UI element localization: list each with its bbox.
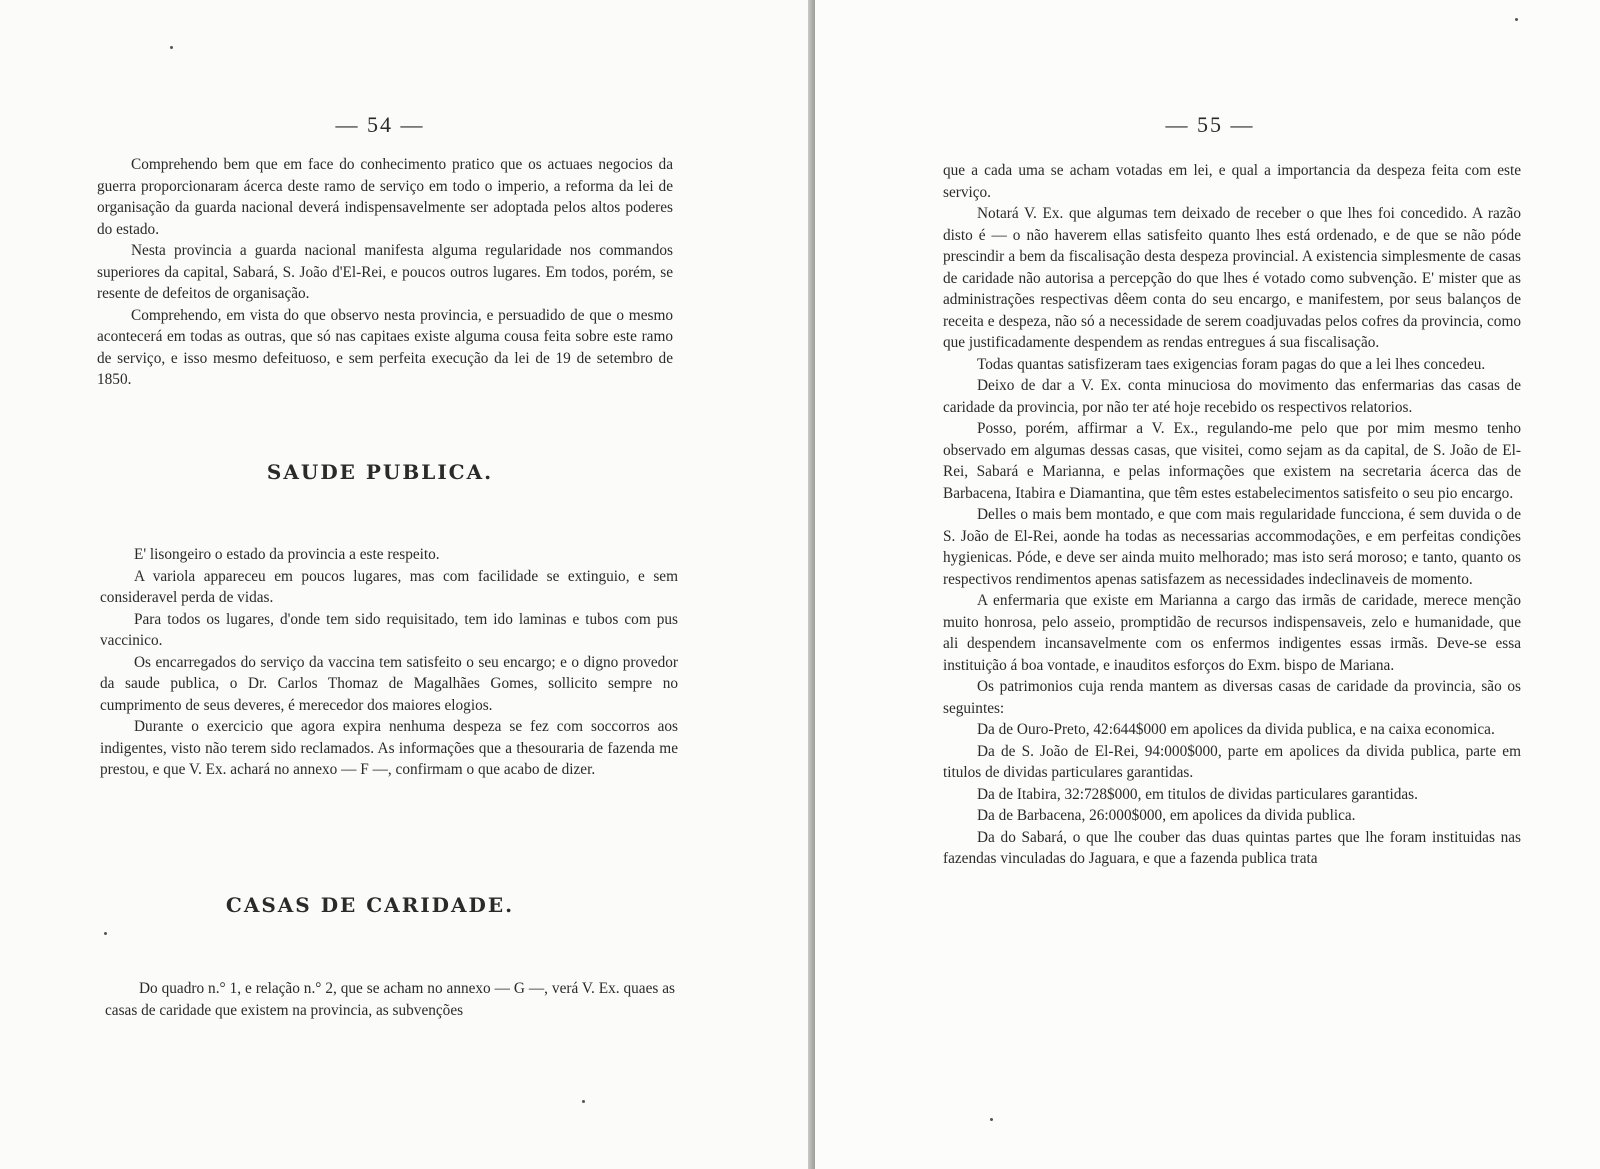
paragraph: Comprehendo bem que em face do conhecimento pratico que os actuaes negocios da guerra proporcionaram ácerca deste ramo de serviço em todo o imperio, a reforma da lei de organisação da guarda nacional deverá indispensavelmente ser adoptada pelos altos poderes do estado.	[97, 156, 673, 238]
paragraph: Delles o mais bem montado, e que com mais regularidade funcciona, é sem duvida o de S. João de El-Rei, aonde ha todas as necessarias accommodações, e em perfeitas condições hygienicas. Póde, e deve ser ainda muito melhorado; mas isto será moroso; e tanto, quanto os respectivos rendimentos apenas satisfazem as necessidades indeclinaveis de momento.	[943, 506, 1521, 588]
paragraph: que a cada uma se acham votadas em lei, e qual a importancia da despeza feita com este serviço.	[943, 162, 1521, 201]
paragraph: A enfermaria que existe em Marianna a cargo das irmãs de caridade, merece menção muito honrosa, pelo asseio, promptidão de recursos indispensaveis, zelo e humanidade, que ali despendem incansavelmente com os enfermos indigentes essas irmãs. Deve-se essa instituição á boa vontade, e inauditos esforços do Exm. bispo de Mariana.	[943, 592, 1521, 674]
paragraph: Os patrimonios cuja renda mantem as diversas casas de caridade da provincia, são os seguintes:	[943, 678, 1521, 717]
paragraph: Os encarregados do serviço da vaccina tem satisfeito o seu encargo; e o digno provedor da saude publica, o Dr. Carlos Thomaz de Magalhães Gomes, sollicito sempre no cumprimento de seus deveres, é merecedor dos maiores elogios.	[100, 653, 678, 714]
paragraph: Todas quantas satisfizeram taes exigencias foram pagas do que a lei lhes concedeu.	[977, 355, 1486, 373]
saude-publica-section	[100, 544, 678, 781]
paragraph: Durante o exercicio que agora expira nenhuma despeza se fez com soccorros aos indigentes, visto não terem sido reclamados. As informações que a thesouraria de fazenda me prestou, e que V. Ex. achará no annexo — F —, confirmam o que acabo de dizer.	[100, 718, 678, 778]
paragraph: Notará V. Ex. que algumas tem deixado de receber o que lhes foi concedido. A razão disto é — o não haverem ellas satisfeito quanto lhes está ordenado, e de que se não póde prescindir a bem da fiscalisação desta despeza provincial. A existencia simplesmente de casas de caridade não autorisa a percepção do que lhes é votado como subvenção. E' mister que as administrações respectivas dêem conta do seu encargo, e manifestem, por seus balanços de receita e despeza, não só a necessidade de serem coadjuvadas pelos cofres da provincia, como que justificadamente despendem as rendas entregues á sua fiscalisação.	[943, 205, 1521, 351]
casas-de-caridade-section	[105, 978, 675, 1021]
paper-speck	[582, 1100, 585, 1103]
paragraph: Nesta provincia a guarda nacional manifesta alguma regularidade nos commandos superiores da capital, Sabará, S. João d'El-Rei, e poucos outros lugares. Em todos, porém, se resente de defeitos de organisação.	[97, 242, 673, 302]
paragraph: Comprehendo, em vista do que observo nesta provincia, e persuadido de que o mesmo acontecerá em todas as outras, que só nas capitaes existe alguma cousa feita sobre este ramo de serviço, e isso mesmo defeituoso, e sem perfeita execução da lei de 19 de setembro de 1850.	[97, 306, 673, 388]
heading-saude-publica: SAUDE PUBLICA.	[266, 460, 494, 484]
paper-speck	[104, 932, 107, 935]
heading-casas-de-caridade: CASAS DE CARIDADE.	[225, 893, 515, 917]
paragraph: Da de Ouro-Preto, 42:644$000 em apolices da divida publica, e na caixa economica.	[977, 721, 1495, 738]
guarda-nacional-section	[97, 154, 673, 391]
paper-speck	[1515, 18, 1518, 21]
paragraph: Posso, porém, affirmar a V. Ex., regulando-me pelo que por mim mesmo tenho observado em algumas dessas casas, que visitei, como sejam as da capital, de S. João de El-Rei, Sabará e Marianna, e pelas informações que existem na secretaria ácerca das de Barbacena, Itabira e Diamantina, que têm estes estabelecimentos satisfeito o seu pio encargo.	[943, 420, 1521, 502]
page-number-55: — 55 —	[1165, 112, 1255, 137]
paragraph: Deixo de dar a V. Ex. conta minuciosa do movimento das enfermarias das casas de caridade da provincia, por não ter até hoje recebido os respectivos relatorios.	[943, 377, 1521, 416]
paragraph: Para todos os lugares, d'onde tem sido requisitado, tem ido laminas e tubos com pus vaccinico.	[100, 610, 678, 649]
paragraph: Da de S. João de El-Rei, 94:000$000, parte em apolices da divida publica, parte em titulos de dividas particulares garantidas.	[943, 742, 1521, 781]
paragraph: Do quadro n.° 1, e relação n.° 2, que se acham no annexo — G —, verá V. Ex. quaes as casas de caridade que existem na provincia, as subvenções	[105, 980, 675, 1019]
right-page	[815, 0, 1600, 1169]
paragraph: E' lisongeiro o estado da provincia a este respeito.	[134, 546, 440, 563]
paper-speck	[170, 46, 173, 49]
paragraph: Da de Barbacena, 26:000$000, em apolices da divida publica.	[977, 807, 1356, 824]
page-number-54: — 54 —	[335, 112, 425, 137]
paragraph: Da do Sabará, o que lhe couber das duas quintas partes que lhe foram instituidas nas fazendas vinculadas do Jaguara, e que a fazenda publica trata	[943, 828, 1521, 867]
paper-speck	[990, 1118, 993, 1121]
casas-de-caridade-continued	[943, 160, 1521, 870]
paragraph: A variola appareceu em poucos lugares, mas com facilidade se extinguio, e sem consideravel perda de vidas.	[100, 567, 678, 606]
paragraph: Da de Itabira, 32:728$000, em titulos de dividas particulares garantidas.	[977, 785, 1418, 803]
